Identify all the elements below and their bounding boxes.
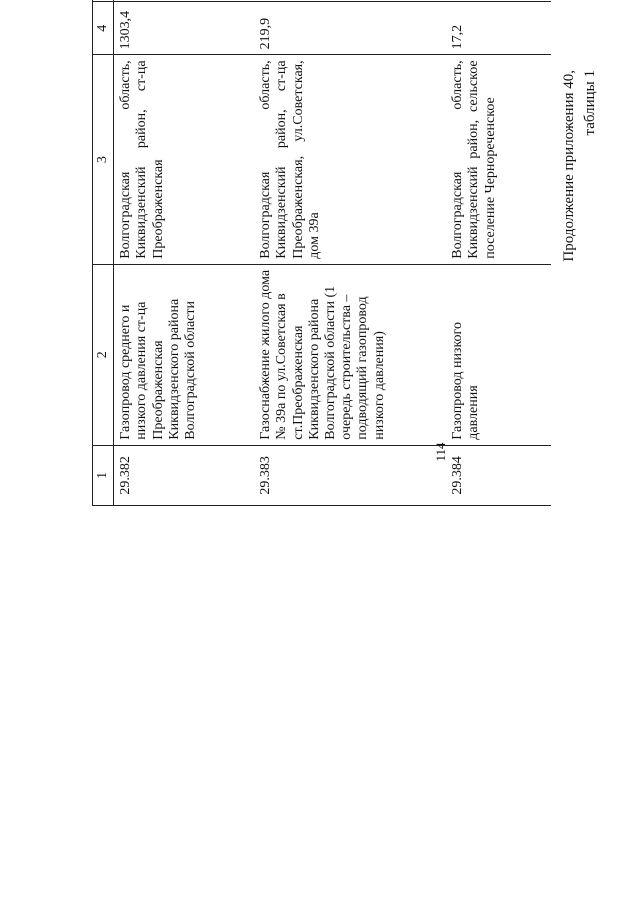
header-col-1: 1 bbox=[93, 445, 114, 505]
table-caption bbox=[559, 70, 601, 310]
cell-number: 29.382 bbox=[114, 445, 255, 505]
caption-line-1: Продолжение приложения 40, bbox=[561, 70, 577, 262]
cell-length bbox=[254, 0, 446, 2]
cell-name: Газопровод среднего и низкого давления ст-ца Преображенская Киквидзенского района Волгоградской области bbox=[114, 264, 255, 445]
cell-address: Волгоградская область, Киквидзенский район, ст-ца Преображенская, ул.Советская, дом 39а bbox=[254, 55, 446, 264]
registry-table bbox=[92, 0, 551, 506]
rotated-table-container bbox=[92, 10, 548, 860]
cell-address: Волгоградская область, Киквидзенский район, сельское поселение Чернореченское bbox=[446, 55, 551, 264]
cell-address: Волгоградская область, Киквидзенский район, ст-ца Преображенская bbox=[114, 55, 255, 264]
table-row bbox=[114, 0, 255, 506]
header-col-2: 2 bbox=[93, 264, 114, 445]
table-row bbox=[446, 0, 551, 506]
table-row bbox=[254, 0, 446, 506]
header-col-5 bbox=[93, 0, 114, 2]
caption-line-2: таблицы 1 bbox=[582, 70, 598, 136]
cell-value: 219,9 bbox=[254, 2, 446, 55]
header-col-4: 4 bbox=[93, 2, 114, 55]
cell-value: 1303,4 bbox=[114, 2, 255, 55]
cell-length bbox=[114, 0, 255, 2]
cell-number: 29.384 bbox=[446, 445, 551, 505]
page-number: 114 bbox=[433, 442, 448, 462]
cell-number: 29.383 bbox=[254, 445, 446, 505]
cell-value: 17,2 bbox=[446, 2, 551, 55]
cell-name: Газоснабжение жилого дома № 39а по ул.Советская в ст.Преображенская Киквидзенского района Волгоградской области (1 очередь строительства – подводящий газопровод низкого давления) bbox=[254, 264, 446, 445]
header-row bbox=[93, 0, 114, 506]
cell-length bbox=[446, 0, 551, 2]
cell-name: Газопровод низкого давления bbox=[446, 264, 551, 445]
header-col-3: 3 bbox=[93, 55, 114, 264]
